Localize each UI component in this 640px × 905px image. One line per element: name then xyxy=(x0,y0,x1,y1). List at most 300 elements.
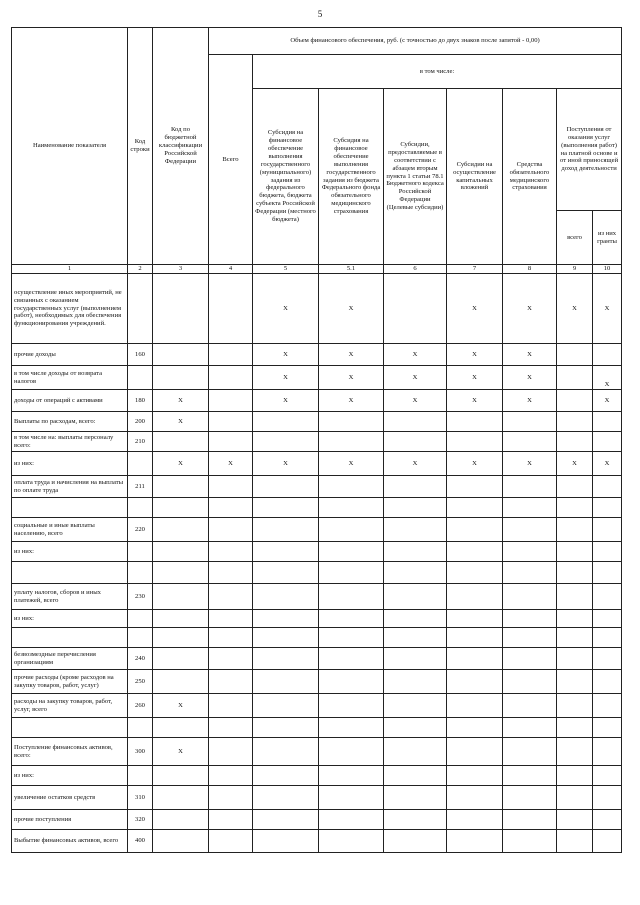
row-cell-c8 xyxy=(503,518,557,542)
row-label xyxy=(12,628,128,648)
row-label: из них: xyxy=(12,542,128,562)
row-cell-c6 xyxy=(384,766,447,786)
column-number: 4 xyxy=(209,265,253,274)
row-cell-c4: X xyxy=(209,452,253,476)
column-number: 6 xyxy=(384,265,447,274)
row-cell-c8 xyxy=(503,432,557,452)
table-row xyxy=(12,670,622,694)
table-row xyxy=(12,274,622,344)
row-cell-c8 xyxy=(503,738,557,766)
table-row xyxy=(12,562,622,584)
row-cell-c5 xyxy=(253,584,319,610)
row-cell-c7 xyxy=(447,518,503,542)
row-cell-c6 xyxy=(384,610,447,628)
row-label: из них: xyxy=(12,610,128,628)
row-cell-c9 xyxy=(557,584,593,610)
column-number: 8 xyxy=(503,265,557,274)
row-cell-c51: X xyxy=(319,390,384,412)
row-cell-c51 xyxy=(319,738,384,766)
row-cell-c10 xyxy=(593,648,622,670)
row-code: 160 xyxy=(128,344,153,366)
row-cell-c3 xyxy=(153,628,209,648)
table-row xyxy=(12,694,622,718)
row-cell-c51 xyxy=(319,786,384,810)
row-cell-c51 xyxy=(319,562,384,584)
table-row xyxy=(12,584,622,610)
row-code: 320 xyxy=(128,810,153,830)
row-cell-c51: X xyxy=(319,344,384,366)
table-row xyxy=(12,366,622,390)
row-cell-c6 xyxy=(384,810,447,830)
row-code: 211 xyxy=(128,476,153,498)
row-cell-c5 xyxy=(253,718,319,738)
row-code: 230 xyxy=(128,584,153,610)
row-cell-c10 xyxy=(593,786,622,810)
row-cell-c8 xyxy=(503,412,557,432)
row-cell-c9 xyxy=(557,786,593,810)
row-cell-c4 xyxy=(209,738,253,766)
table-row xyxy=(12,628,622,648)
row-cell-c9 xyxy=(557,810,593,830)
row-cell-c5 xyxy=(253,786,319,810)
column-number: 1 xyxy=(12,265,128,274)
row-cell-c7: X xyxy=(447,274,503,344)
row-cell-c51 xyxy=(319,518,384,542)
row-cell-c10 xyxy=(593,718,622,738)
row-cell-c8 xyxy=(503,670,557,694)
row-code: 220 xyxy=(128,518,153,542)
row-code xyxy=(128,366,153,390)
row-cell-c3 xyxy=(153,810,209,830)
row-cell-c7 xyxy=(447,584,503,610)
row-code xyxy=(128,498,153,518)
row-cell-c8: X xyxy=(503,390,557,412)
row-cell-c5: X xyxy=(253,366,319,390)
column-number: 2 xyxy=(128,265,153,274)
row-cell-c3: X xyxy=(153,452,209,476)
row-cell-c3 xyxy=(153,344,209,366)
row-cell-c4 xyxy=(209,648,253,670)
row-cell-c8: X xyxy=(503,344,557,366)
row-cell-c51 xyxy=(319,542,384,562)
row-code: 250 xyxy=(128,670,153,694)
row-cell-c9 xyxy=(557,390,593,412)
table-row xyxy=(12,718,622,738)
row-cell-c4 xyxy=(209,786,253,810)
row-cell-c9: X xyxy=(557,274,593,344)
row-cell-c6 xyxy=(384,498,447,518)
row-cell-c9 xyxy=(557,628,593,648)
row-cell-c7 xyxy=(447,786,503,810)
row-cell-c9 xyxy=(557,694,593,718)
page-number: 5 xyxy=(317,9,323,19)
row-label: увеличение остатков средств xyxy=(12,786,128,810)
row-cell-c3 xyxy=(153,766,209,786)
row-cell-c7 xyxy=(447,810,503,830)
row-cell-c51 xyxy=(319,628,384,648)
row-cell-c8 xyxy=(503,694,557,718)
row-code: 400 xyxy=(128,830,153,853)
row-cell-c9 xyxy=(557,562,593,584)
row-label xyxy=(12,718,128,738)
row-cell-c6 xyxy=(384,718,447,738)
row-cell-c7 xyxy=(447,562,503,584)
row-cell-c7: X xyxy=(447,344,503,366)
row-cell-c3 xyxy=(153,830,209,853)
row-cell-c7 xyxy=(447,432,503,452)
row-cell-c8 xyxy=(503,718,557,738)
row-cell-c10 xyxy=(593,738,622,766)
row-cell-c10 xyxy=(593,810,622,830)
row-cell-c51 xyxy=(319,584,384,610)
row-cell-c8 xyxy=(503,628,557,648)
row-cell-c4 xyxy=(209,562,253,584)
row-cell-c51 xyxy=(319,432,384,452)
table-row xyxy=(12,518,622,542)
row-cell-c6 xyxy=(384,738,447,766)
table-row xyxy=(12,542,622,562)
row-cell-c3 xyxy=(153,542,209,562)
row-cell-c10 xyxy=(593,830,622,853)
row-cell-c5 xyxy=(253,628,319,648)
row-cell-c3 xyxy=(153,274,209,344)
row-cell-c6 xyxy=(384,518,447,542)
row-cell-c10: X xyxy=(593,274,622,344)
row-cell-c10 xyxy=(593,476,622,498)
row-cell-c9 xyxy=(557,344,593,366)
row-cell-c5 xyxy=(253,476,319,498)
row-label: из них: xyxy=(12,766,128,786)
row-code: 240 xyxy=(128,648,153,670)
row-cell-c4 xyxy=(209,390,253,412)
row-cell-c51: X xyxy=(319,274,384,344)
row-cell-c6 xyxy=(384,562,447,584)
table-row xyxy=(12,766,622,786)
row-cell-c4 xyxy=(209,412,253,432)
row-cell-c6 xyxy=(384,432,447,452)
row-cell-c10 xyxy=(593,584,622,610)
row-cell-c3 xyxy=(153,610,209,628)
header-subsidy-oms: Субсидия на финансовое обеспечение выполнения государственного задания из бюджета Федерального фонда обязательного медицинского страхования xyxy=(319,89,384,265)
row-cell-c7 xyxy=(447,648,503,670)
table-row xyxy=(12,390,622,412)
row-label: уплату налогов, сборов и иных платежей, всего xyxy=(12,584,128,610)
row-cell-c9 xyxy=(557,476,593,498)
row-cell-c9 xyxy=(557,518,593,542)
row-label: оплата труда и начисления на выплаты по оплате труда xyxy=(12,476,128,498)
row-cell-c7 xyxy=(447,412,503,432)
row-cell-c3 xyxy=(153,648,209,670)
row-cell-c51 xyxy=(319,694,384,718)
row-cell-c6: X xyxy=(384,344,447,366)
financial-table xyxy=(11,27,622,853)
table-row xyxy=(12,412,622,432)
row-cell-c7 xyxy=(447,628,503,648)
row-code xyxy=(128,452,153,476)
row-cell-c4 xyxy=(209,810,253,830)
row-code: 210 xyxy=(128,432,153,452)
row-cell-c7 xyxy=(447,610,503,628)
row-cell-c8: X xyxy=(503,274,557,344)
row-label: безвозмездные перечисления организациям xyxy=(12,648,128,670)
header-volume: Объем финансового обеспечения, руб. (с точностью до двух знаков после запятой - 0,00) xyxy=(209,28,622,55)
row-cell-c4 xyxy=(209,344,253,366)
table-row xyxy=(12,610,622,628)
row-label: Поступление финансовых активов, всего: xyxy=(12,738,128,766)
row-cell-c5 xyxy=(253,694,319,718)
row-cell-c10: X xyxy=(593,390,622,412)
row-cell-c8 xyxy=(503,830,557,853)
table-row xyxy=(12,810,622,830)
row-cell-c6: X xyxy=(384,366,447,390)
row-cell-c6 xyxy=(384,786,447,810)
column-number: 5 xyxy=(253,265,319,274)
row-label: расходы на закупку товаров, работ, услуг, всего xyxy=(12,694,128,718)
row-code xyxy=(128,274,153,344)
row-cell-c6: X xyxy=(384,390,447,412)
row-cell-c51 xyxy=(319,648,384,670)
row-cell-c4 xyxy=(209,694,253,718)
row-cell-c7 xyxy=(447,498,503,518)
row-cell-c5 xyxy=(253,518,319,542)
row-cell-c6 xyxy=(384,542,447,562)
header-subsidy-capital: Субсидии на осуществление капитальных вложений xyxy=(447,89,503,265)
row-cell-c4 xyxy=(209,584,253,610)
row-cell-c5 xyxy=(253,766,319,786)
row-cell-c9 xyxy=(557,738,593,766)
header-oms-funds: Средства обязательного медицинского страхования xyxy=(503,89,557,265)
row-cell-c10 xyxy=(593,432,622,452)
row-label: доходы от операций с активами xyxy=(12,390,128,412)
row-cell-c10 xyxy=(593,542,622,562)
row-cell-c5: X xyxy=(253,344,319,366)
row-cell-c51 xyxy=(319,718,384,738)
row-code xyxy=(128,610,153,628)
row-cell-c3: X xyxy=(153,738,209,766)
row-cell-c6 xyxy=(384,648,447,670)
row-cell-c7 xyxy=(447,830,503,853)
table-row xyxy=(12,344,622,366)
row-cell-c4 xyxy=(209,366,253,390)
row-cell-c6: X xyxy=(384,452,447,476)
header-subsidy-state-task: Субсидия на финансовое обеспечение выполнения государственного (муниципального) задания из федерального бюджета, бюджета субъекта Российской Федерации (местного бюджета) xyxy=(253,89,319,265)
row-cell-c5 xyxy=(253,738,319,766)
header-code: Код строки xyxy=(128,28,153,265)
row-label: прочие доходы xyxy=(12,344,128,366)
row-cell-c5 xyxy=(253,432,319,452)
column-numbers-row xyxy=(12,265,622,274)
row-code: 260 xyxy=(128,694,153,718)
row-cell-c5 xyxy=(253,610,319,628)
row-cell-c5 xyxy=(253,648,319,670)
row-cell-c51 xyxy=(319,810,384,830)
row-cell-c4 xyxy=(209,498,253,518)
table-row xyxy=(12,648,622,670)
row-cell-c3 xyxy=(153,476,209,498)
table-row xyxy=(12,786,622,810)
row-cell-c7 xyxy=(447,476,503,498)
row-cell-c51 xyxy=(319,498,384,518)
row-cell-c10 xyxy=(593,518,622,542)
row-cell-c3 xyxy=(153,670,209,694)
column-number: 5.1 xyxy=(319,265,384,274)
row-code: 310 xyxy=(128,786,153,810)
row-label: Выплаты по расходам, всего: xyxy=(12,412,128,432)
row-label: прочие расходы (кроме расходов на закупку товаров, работ, услуг) xyxy=(12,670,128,694)
row-cell-c7 xyxy=(447,718,503,738)
row-code xyxy=(128,628,153,648)
row-cell-c5: X xyxy=(253,274,319,344)
row-cell-c6 xyxy=(384,670,447,694)
row-cell-c4 xyxy=(209,542,253,562)
row-label: из них: xyxy=(12,452,128,476)
column-number: 10 xyxy=(593,265,622,274)
row-cell-c5: X xyxy=(253,452,319,476)
row-cell-c9 xyxy=(557,830,593,853)
row-label: Выбытие финансовых активов, всего xyxy=(12,830,128,853)
row-label: социальные и иные выплаты населению, всего xyxy=(12,518,128,542)
row-cell-c51 xyxy=(319,610,384,628)
row-cell-c6 xyxy=(384,476,447,498)
row-cell-c9 xyxy=(557,542,593,562)
row-cell-c8 xyxy=(503,542,557,562)
row-cell-c7 xyxy=(447,694,503,718)
row-cell-c3 xyxy=(153,718,209,738)
row-cell-c9: X xyxy=(557,452,593,476)
row-label: в том числе на: выплаты персоналу всего: xyxy=(12,432,128,452)
row-cell-c3 xyxy=(153,562,209,584)
row-cell-c8: X xyxy=(503,452,557,476)
row-cell-c4 xyxy=(209,274,253,344)
row-cell-c3: X xyxy=(153,390,209,412)
row-cell-c6 xyxy=(384,584,447,610)
row-cell-c10 xyxy=(593,412,622,432)
row-cell-c4 xyxy=(209,628,253,648)
row-cell-c8 xyxy=(503,584,557,610)
row-cell-c10 xyxy=(593,628,622,648)
row-cell-c5 xyxy=(253,562,319,584)
row-cell-c4 xyxy=(209,518,253,542)
row-cell-c9 xyxy=(557,432,593,452)
row-cell-c5 xyxy=(253,830,319,853)
row-cell-c7: X xyxy=(447,452,503,476)
row-cell-c51 xyxy=(319,412,384,432)
table-row xyxy=(12,498,622,518)
row-cell-c8 xyxy=(503,766,557,786)
row-cell-c10: X xyxy=(593,452,622,476)
row-cell-c10 xyxy=(593,344,622,366)
row-cell-c8: X xyxy=(503,366,557,390)
row-cell-c4 xyxy=(209,670,253,694)
row-cell-c7: X xyxy=(447,366,503,390)
row-cell-c8 xyxy=(503,476,557,498)
row-cell-c8 xyxy=(503,810,557,830)
row-cell-c8 xyxy=(503,786,557,810)
row-cell-c51 xyxy=(319,830,384,853)
row-code xyxy=(128,542,153,562)
row-cell-c8 xyxy=(503,648,557,670)
row-label: осуществление иных мероприятий, не связанных с оказанием государственных услуг (выполнением работ), необходимых для обеспечения функционирования учреждений. xyxy=(12,274,128,344)
column-number: 9 xyxy=(557,265,593,274)
row-cell-c6 xyxy=(384,694,447,718)
row-cell-c5: X xyxy=(253,390,319,412)
row-cell-c6 xyxy=(384,274,447,344)
row-cell-c9 xyxy=(557,670,593,694)
row-cell-c6 xyxy=(384,628,447,648)
row-cell-c9 xyxy=(557,648,593,670)
row-cell-c51 xyxy=(319,670,384,694)
row-cell-c7 xyxy=(447,766,503,786)
row-code: 300 xyxy=(128,738,153,766)
row-cell-c4 xyxy=(209,830,253,853)
row-cell-c10: X xyxy=(593,366,622,390)
row-cell-c7 xyxy=(447,670,503,694)
row-cell-c10 xyxy=(593,694,622,718)
row-cell-c7 xyxy=(447,738,503,766)
row-cell-c10 xyxy=(593,670,622,694)
row-cell-c9 xyxy=(557,412,593,432)
row-cell-c10 xyxy=(593,562,622,584)
row-cell-c9 xyxy=(557,610,593,628)
row-cell-c4 xyxy=(209,476,253,498)
row-code: 180 xyxy=(128,390,153,412)
row-cell-c4 xyxy=(209,432,253,452)
row-cell-c10 xyxy=(593,610,622,628)
row-cell-c3 xyxy=(153,786,209,810)
row-cell-c3 xyxy=(153,366,209,390)
header-paid-total: всего xyxy=(557,211,593,265)
header-subsidy-78-1: Субсидии, предоставляемые в соответствии с абзацем вторым пункта 1 статьи 78.1 Бюджетного кодекса Российской Федерации (Целевые субсидии) xyxy=(384,89,447,265)
row-cell-c5 xyxy=(253,670,319,694)
row-cell-c9 xyxy=(557,498,593,518)
row-cell-c4 xyxy=(209,766,253,786)
table-row xyxy=(12,452,622,476)
row-cell-c51 xyxy=(319,476,384,498)
table-row xyxy=(12,830,622,853)
row-cell-c3: X xyxy=(153,694,209,718)
header-paid-services: Поступления от оказания услуг (выполнения работ) на платной основе и от иной приносящей доход деятельности xyxy=(557,89,622,211)
row-cell-c3 xyxy=(153,518,209,542)
row-cell-c7: X xyxy=(447,390,503,412)
row-cell-c5 xyxy=(253,810,319,830)
row-label: прочие поступления xyxy=(12,810,128,830)
row-code xyxy=(128,766,153,786)
header-total: Всего xyxy=(209,55,253,265)
row-cell-c5 xyxy=(253,412,319,432)
row-cell-c7 xyxy=(447,542,503,562)
row-cell-c9 xyxy=(557,766,593,786)
table-row xyxy=(12,738,622,766)
row-cell-c51 xyxy=(319,766,384,786)
row-cell-c51: X xyxy=(319,452,384,476)
row-code xyxy=(128,562,153,584)
row-cell-c8 xyxy=(503,610,557,628)
row-cell-c4 xyxy=(209,718,253,738)
row-cell-c6 xyxy=(384,830,447,853)
row-cell-c8 xyxy=(503,498,557,518)
column-number: 3 xyxy=(153,265,209,274)
row-cell-c9 xyxy=(557,718,593,738)
header-budget-code: Код по бюджетной классификации Российской Федерации xyxy=(153,28,209,265)
row-code: 200 xyxy=(128,412,153,432)
row-cell-c5 xyxy=(253,498,319,518)
header-indicator: Наименование показателя xyxy=(12,28,128,265)
row-cell-c3 xyxy=(153,432,209,452)
row-cell-c3 xyxy=(153,498,209,518)
row-cell-c10 xyxy=(593,498,622,518)
table-row xyxy=(12,432,622,452)
row-cell-c51: X xyxy=(319,366,384,390)
